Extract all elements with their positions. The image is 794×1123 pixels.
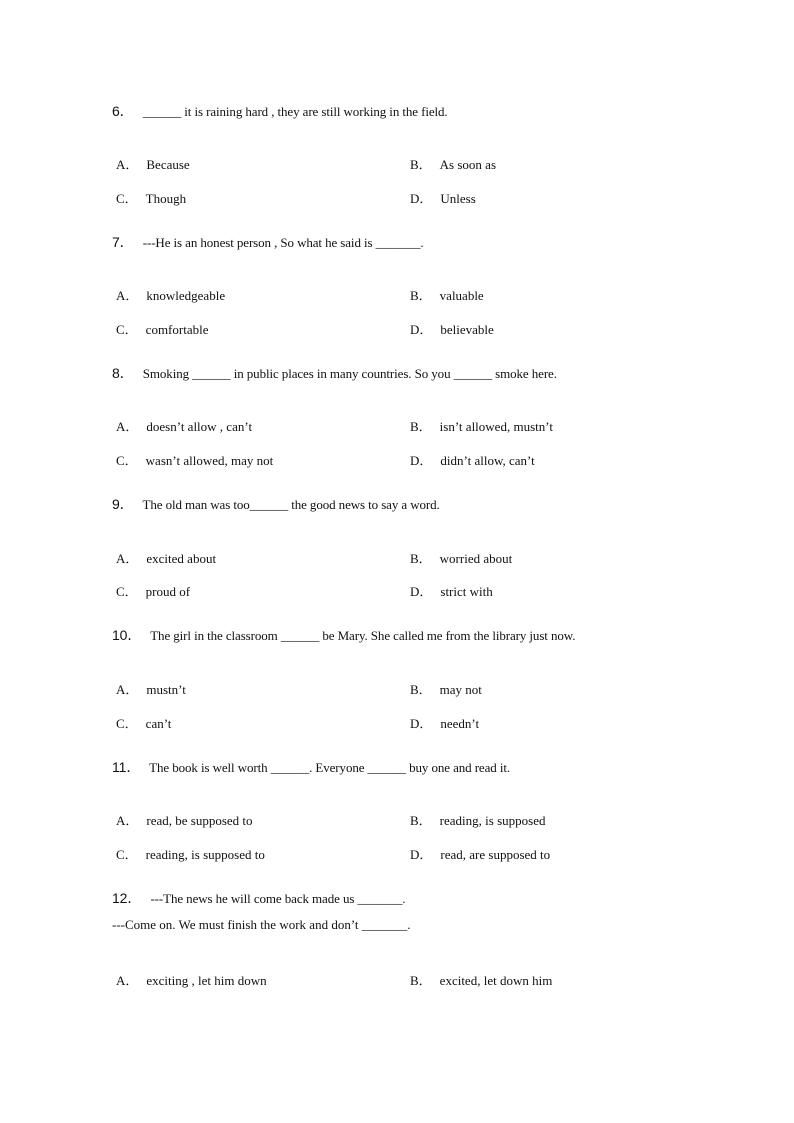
- question-6: [112, 101, 448, 121]
- option-text: Unless: [440, 191, 476, 206]
- question-text: The girl in the classroom ______ be Mary. She called me from the library just now.: [150, 628, 576, 643]
- option-letter: A．: [116, 551, 139, 566]
- option-b: [410, 810, 545, 829]
- option-text: read, be supposed to: [146, 813, 253, 828]
- option-text: believable: [440, 322, 494, 337]
- option-text: didn’t allow, can’t: [440, 453, 535, 468]
- option-text: mustn’t: [146, 682, 186, 697]
- option-letter: B．: [410, 813, 432, 828]
- option-letter: A．: [116, 813, 139, 828]
- option-letter: D．: [410, 322, 433, 337]
- question-text: ______ it is raining hard , they are still working in the field.: [142, 104, 448, 119]
- option-text: strict with: [440, 584, 493, 599]
- option-text: Though: [145, 191, 187, 206]
- option-text: knowledgeable: [146, 288, 226, 303]
- option-text: reading, is supposed: [439, 813, 546, 828]
- option-text: exciting , let him down: [146, 973, 267, 988]
- option-text: reading, is supposed to: [145, 847, 265, 862]
- option-b: [410, 285, 484, 304]
- option-letter: C．: [116, 322, 138, 337]
- question-text: The old man was too______ the good news to say a word.: [142, 497, 440, 512]
- option-c: [116, 450, 273, 469]
- question-number: 9．: [112, 496, 134, 512]
- option-b: [410, 416, 553, 435]
- option-letter: A．: [116, 419, 139, 434]
- option-text: As soon as: [439, 157, 497, 172]
- question-number: 11．: [112, 759, 141, 775]
- option-letter: D．: [410, 191, 433, 206]
- option-c: [116, 713, 171, 732]
- option-letter: B．: [410, 973, 432, 988]
- option-text: Because: [146, 157, 190, 172]
- option-text: needn’t: [440, 716, 480, 731]
- option-text: proud of: [145, 584, 191, 599]
- option-d: [410, 581, 493, 600]
- option-text: can’t: [145, 716, 172, 731]
- option-text: wasn’t allowed, may not: [145, 453, 274, 468]
- question-text: The book is well worth ______. Everyone ______ buy one and read it.: [149, 760, 510, 775]
- question-number: 7．: [112, 234, 134, 250]
- option-letter: D．: [410, 847, 433, 862]
- option-b: [410, 548, 512, 567]
- option-c: [116, 844, 265, 863]
- option-letter: D．: [410, 453, 433, 468]
- option-d: [410, 844, 550, 863]
- question-12: [112, 888, 405, 908]
- option-letter: A．: [116, 682, 139, 697]
- option-text: isn’t allowed, mustn’t: [439, 419, 553, 434]
- option-b: [410, 679, 482, 698]
- option-a: [116, 285, 225, 304]
- option-text: may not: [439, 682, 482, 697]
- option-text: excited, let down him: [439, 973, 553, 988]
- option-d: [410, 713, 479, 732]
- option-letter: C．: [116, 453, 138, 468]
- option-letter: B．: [410, 551, 432, 566]
- option-letter: B．: [410, 419, 432, 434]
- option-c: [116, 581, 190, 600]
- option-letter: C．: [116, 191, 138, 206]
- question-11: [112, 757, 510, 777]
- question-9: [112, 494, 440, 514]
- option-text: read, are supposed to: [440, 847, 551, 862]
- option-letter: C．: [116, 847, 138, 862]
- option-text: doesn’t allow , can’t: [146, 419, 253, 434]
- option-a: [116, 970, 267, 989]
- option-text: valuable: [439, 288, 484, 303]
- option-letter: A．: [116, 973, 139, 988]
- question-text: Smoking ______ in public places in many countries. So you ______ smoke here.: [142, 366, 557, 381]
- option-c: [116, 319, 208, 338]
- question-number: 12．: [112, 890, 142, 906]
- option-d: [410, 450, 535, 469]
- option-letter: B．: [410, 157, 432, 172]
- option-b: [410, 154, 496, 173]
- option-letter: B．: [410, 288, 432, 303]
- question-number: 10．: [112, 627, 142, 643]
- option-letter: A．: [116, 157, 139, 172]
- option-text: worried about: [439, 551, 513, 566]
- option-letter: D．: [410, 584, 433, 599]
- option-b: [410, 970, 552, 989]
- option-text: comfortable: [145, 322, 209, 337]
- option-a: [116, 154, 190, 173]
- question-8: [112, 363, 557, 383]
- option-a: [116, 679, 186, 698]
- option-d: [410, 319, 494, 338]
- option-a: [116, 548, 216, 567]
- question-12-second-line: ---Come on. We must finish the work and don’t _______.: [112, 917, 411, 932]
- question-number: 8．: [112, 365, 134, 381]
- option-letter: A．: [116, 288, 139, 303]
- option-letter: C．: [116, 716, 138, 731]
- option-a: [116, 810, 253, 829]
- option-letter: C．: [116, 584, 138, 599]
- option-a: [116, 416, 252, 435]
- option-d: [410, 188, 476, 207]
- question-number: 6．: [112, 103, 134, 119]
- question-10: [112, 625, 575, 645]
- question-text: ---The news he will come back made us _______.: [150, 891, 406, 906]
- option-c: [116, 188, 186, 207]
- question-7: [112, 232, 424, 252]
- question-text: ---He is an honest person , So what he said is _______.: [142, 235, 424, 250]
- option-letter: D．: [410, 716, 433, 731]
- option-letter: B．: [410, 682, 432, 697]
- option-text: excited about: [146, 551, 217, 566]
